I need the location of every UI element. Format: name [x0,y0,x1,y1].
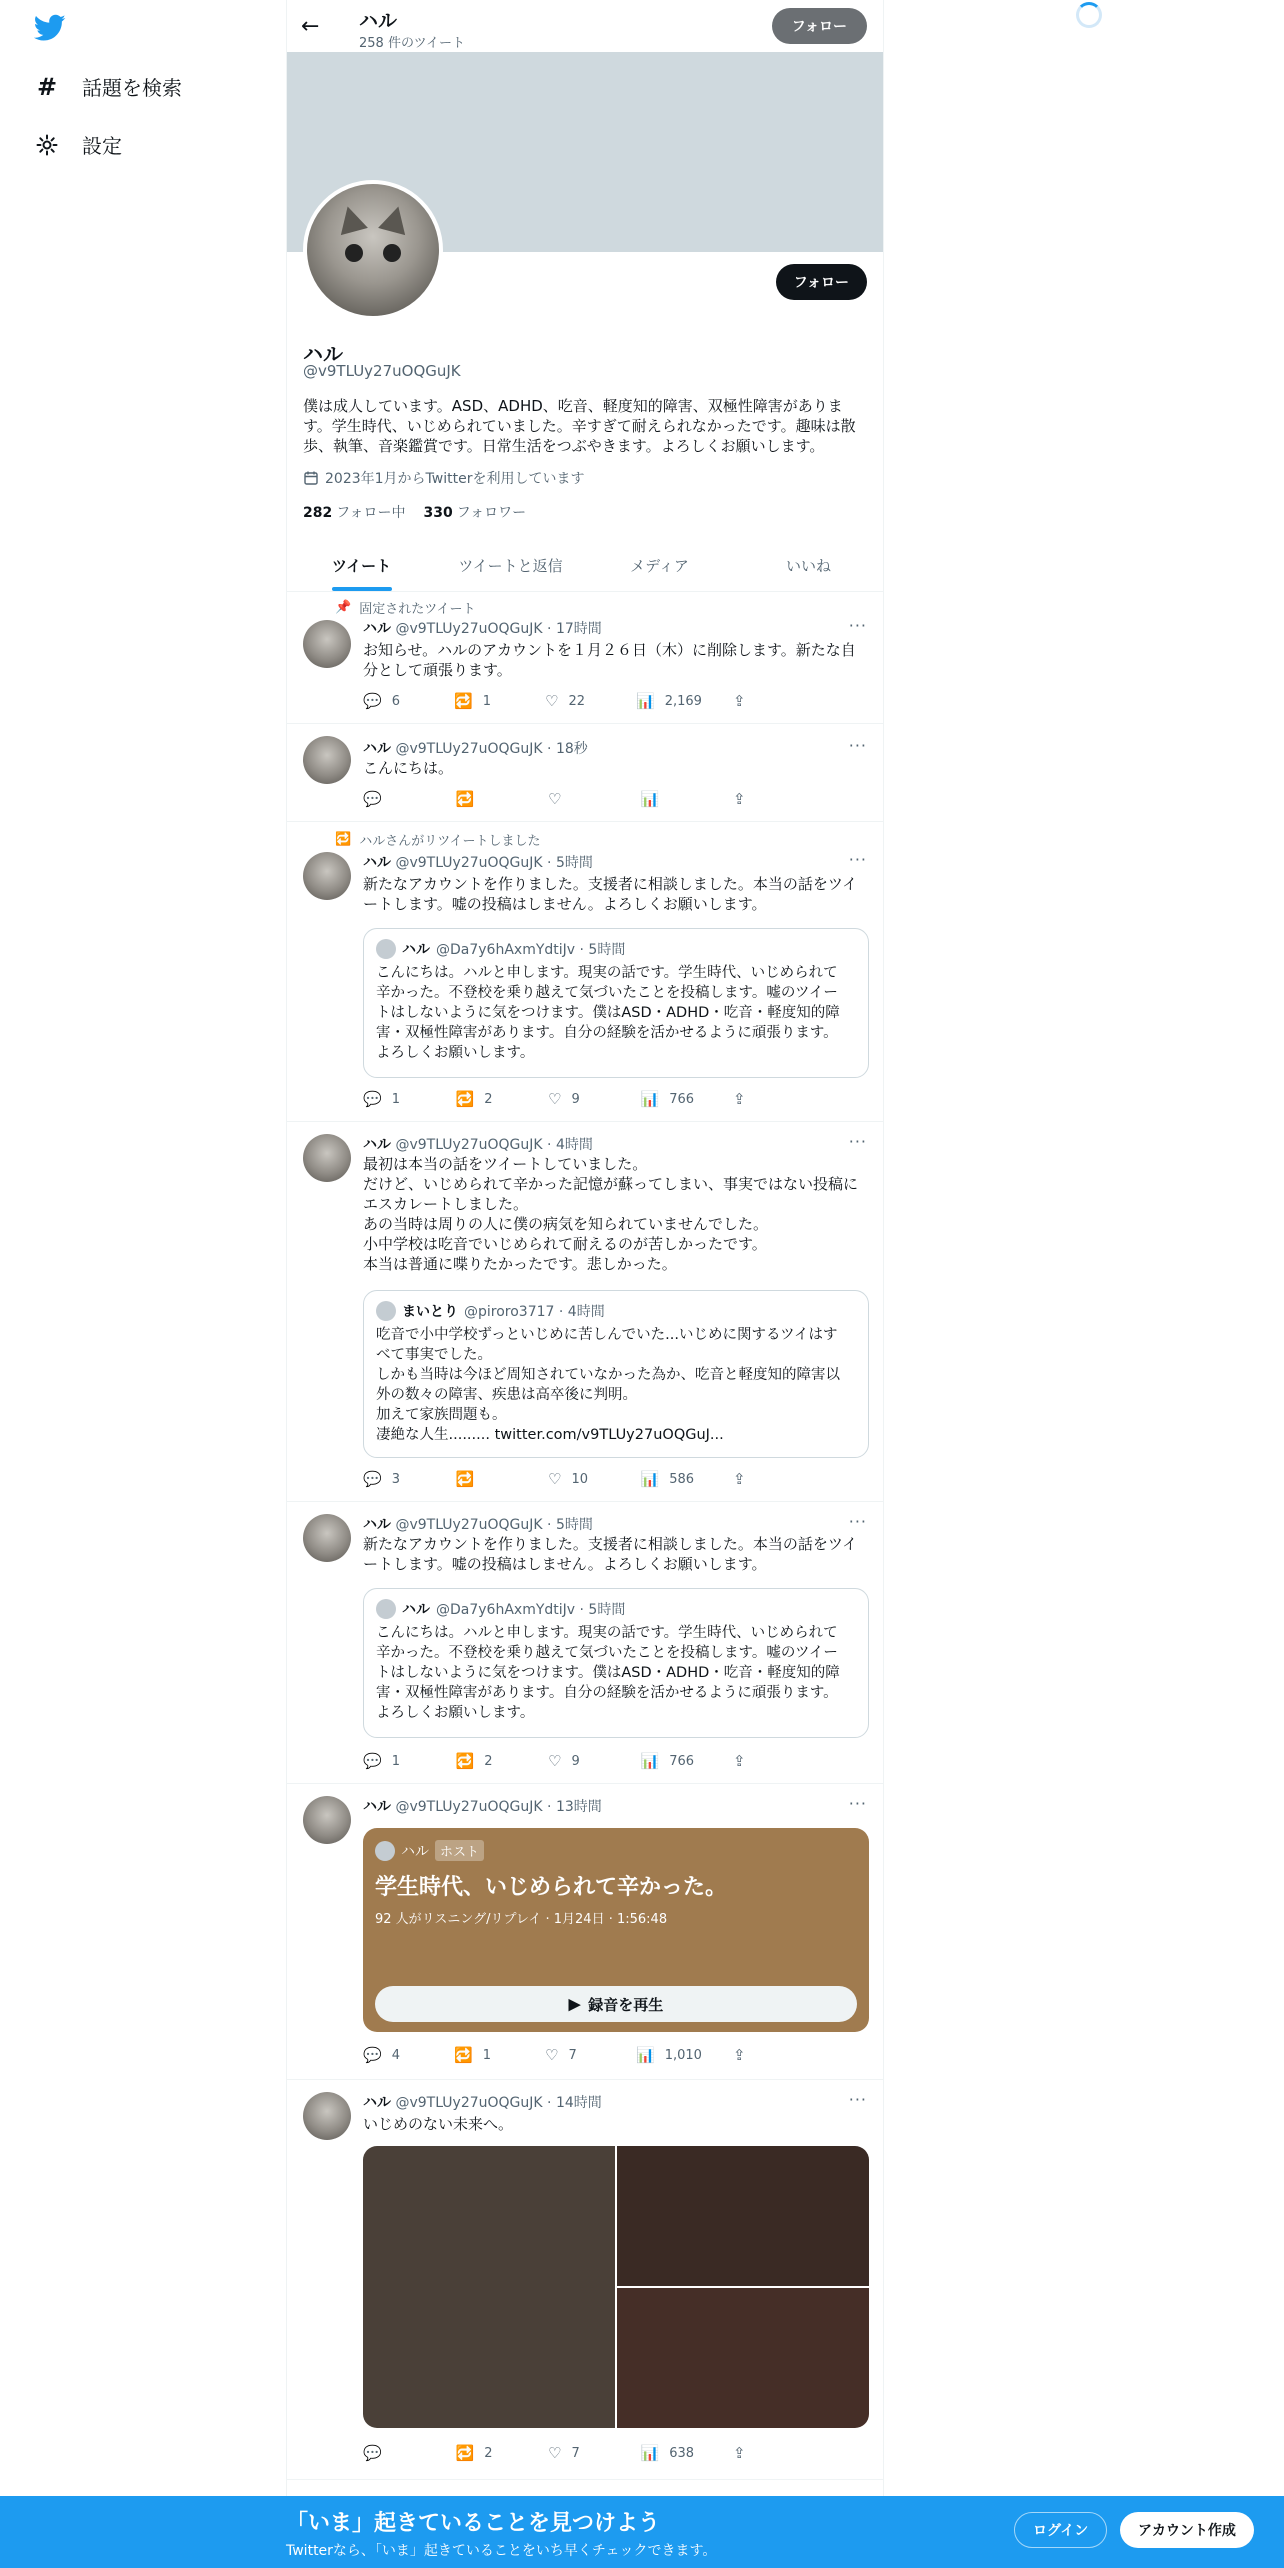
quote-text: こんにちは。ハルと申します。現実の話です。学生時代、いじめられて 辛かった。不登校を乗り越えて気づいたことを投稿します。嘘のツイー トはしないように気をつけます。僕はASD・ADHD・吃音・軽度知的障 害・双極性障害があります。自分の経験を活かせるように頑張ります。 よろしくお願いします。 [376,965,840,1061]
avatar[interactable] [303,2092,351,2140]
views-icon: 📊 [636,2046,655,2064]
views-button[interactable]: 📊 2,169 [636,692,702,710]
play-recording-button[interactable]: ▶ 録音を再生 [375,1986,857,2022]
tweet-text: 新たなアカウントを作りました。支援者に相談しました。本当の話をツイートします。嘘の投稿はしません。よろしくお願いします。 [363,1535,858,1573]
sidebar-item-explore[interactable] [34,72,182,101]
heart-icon: ♡ [548,790,562,808]
tweet-actions [363,692,793,710]
gear-icon [34,132,60,158]
tab-likes[interactable]: いいね [785,557,831,575]
more-icon[interactable]: ··· [848,2090,867,2109]
like-button[interactable]: ♡ 9 [548,1090,580,1108]
retweet-button[interactable] [456,1470,516,1488]
retweet-button[interactable]: 🔁 1 [454,692,491,710]
tab-tweets-replies[interactable]: ツイートと返信 [458,557,563,575]
more-icon[interactable]: ··· [848,736,867,755]
media-image[interactable] [617,2288,869,2428]
signup-banner-title: 「いま」起きていることを見つけよう [286,2511,661,2536]
quoted-tweet[interactable] [363,1290,869,1458]
sidebar-item-label: 話題を検索 [82,76,182,100]
profile-tabs [287,540,883,592]
heart-icon: ♡ [545,692,559,710]
share-icon: ⇪ [733,1752,746,1770]
retweet-button[interactable]: 🔁 2 [455,1090,493,1108]
tweet-header: ハル @v9TLUy27uOQGuJK · 5時間 [363,855,593,871]
retweet-icon: 🔁 [454,2046,473,2064]
reply-button[interactable]: 💬 1 [363,1752,400,1770]
tab-media[interactable]: メディア [630,557,689,575]
like-button[interactable]: ♡ 10 [548,1470,588,1488]
share-icon: ⇪ [732,692,746,710]
joined-text: 2023年1月からTwitterを利用しています [325,471,585,487]
views-button[interactable]: 📊 1,010 [636,2046,702,2064]
views-icon: 📊 [640,1752,660,1770]
reply-icon: 💬 [363,1090,382,1108]
reply-icon: 💬 [363,1470,382,1488]
views-button[interactable]: 📊 766 [640,1090,695,1108]
reply-icon: 💬 [363,790,382,808]
like-button[interactable]: ♡ 7 [545,2046,577,2064]
host-badge: ホスト [435,1840,484,1861]
pin-icon: 📌 [335,600,352,615]
views-icon: 📊 [640,790,660,808]
share-button[interactable] [733,790,793,808]
tweet-actions [363,1470,793,1488]
cat-ear-shape [334,203,368,235]
more-icon[interactable]: ··· [848,1512,867,1531]
left-sidebar [0,0,286,2568]
share-button[interactable] [733,692,793,710]
signup-button[interactable]: アカウント作成 [1120,2512,1254,2548]
views-button[interactable]: 📊 766 [640,1752,695,1770]
profile-handle: @v9TLUy27uOQGuJK [303,362,461,380]
share-button[interactable] [733,2444,793,2462]
tweet-actions [363,790,793,808]
share-button[interactable] [733,2046,793,2064]
share-icon: ⇪ [733,1090,746,1108]
avatar [375,1841,395,1861]
avatar [376,1599,396,1619]
tweet-item[interactable] [287,1122,883,1502]
media-image[interactable] [617,2146,869,2286]
tweet-header: ハル @v9TLUy27uOQGuJK · 13時間 [363,1799,602,1815]
avatar[interactable] [303,620,351,668]
retweet-icon: 🔁 [455,1470,475,1488]
heart-icon: ♡ [545,2046,559,2064]
tweet-item[interactable] [287,592,883,724]
views-button[interactable]: 📊 638 [640,2444,695,2462]
heart-icon: ♡ [548,1090,562,1108]
quote-header: まいとり @piroro3717 · 4時間 [376,1301,605,1321]
reply-button[interactable]: 💬 4 [363,2046,400,2064]
avatar[interactable] [303,1134,351,1182]
retweet-icon: 🔁 [335,832,352,847]
share-button[interactable] [733,1752,793,1770]
retweet-icon: 🔁 [455,1752,475,1770]
space-meta: 92 人がリスニング/リプレイ · 1月24日 · 1:56:48 [375,1912,668,1927]
profile-header-bar [287,0,883,52]
media-image[interactable] [363,2146,615,2428]
share-button[interactable] [733,1090,793,1108]
like-button[interactable]: ♡ 7 [548,2444,580,2462]
more-icon[interactable]: ··· [848,616,867,635]
share-icon: ⇪ [733,1470,746,1488]
tweet-header: ハル @v9TLUy27uOQGuJK · 18秒 [363,741,588,757]
retweet-icon: 🔁 [454,692,473,710]
space-title: 学生時代、いじめられて辛かった。 [375,1875,728,1900]
tab-tweets[interactable]: ツイート [287,540,436,591]
play-icon: ▶ [568,1996,581,2013]
reply-button[interactable]: 💬 1 [363,1090,400,1108]
cat-eye-shape [345,244,363,262]
views-button[interactable] [641,790,701,808]
share-button[interactable] [733,1470,793,1488]
like-button[interactable] [548,790,608,808]
tweet-text: お知らせ。ハルのアカウントを１月２６日（木）に削除します。新たな自分として頑張ります。 [363,641,856,679]
profile-column [286,0,884,2568]
loading-spinner-icon [1076,2,1102,28]
like-button[interactable]: ♡ 22 [545,692,586,710]
calendar-icon [303,470,319,486]
space-card[interactable] [363,1828,869,2032]
sidebar-item-label: 設定 [82,134,122,158]
tweet-text: 最初は本当の話をツイートしていました。 だけど、いじめられて辛かった記憶が蘇ってしまい、事実ではない投稿に エスカレートしました。 あの当時は周りの人に僕の病気を知られていませんでした。 小中学校は吃音でいじめられて耐えるのが苦しかったです。 本当は普通に喋りたかったです。悲しかった。 [363,1155,859,1273]
media-grid[interactable] [363,2146,869,2428]
quote-text: こんにちは。ハルと申します。現実の話です。学生時代、いじめられて 辛かった。不登校を乗り越えて気づいたことを投稿します。嘘のツイー トはしないように気をつけます。僕はASD・ADHD・吃音・軽度知的障 害・双極性障害があります。自分の経験を活かせるように頑張ります。 よろしくお願いします。 [376,1625,840,1721]
header-name: ハル [359,10,398,32]
back-arrow-icon[interactable]: ← [301,14,320,39]
reply-button[interactable]: 💬 6 [363,692,400,710]
profile-avatar[interactable] [303,180,443,320]
quote-header: ハル @Da7y6hAxmYdtiJv · 5時間 [376,1599,625,1619]
twitter-logo-icon[interactable] [34,14,66,42]
profile-bio: 僕は成人しています。ASD、ADHD、吃音、軽度知的障害、双極性障害があります。学生時代、いじめられていました。辛すぎて耐えられなかったです。趣味は散歩、執筆、音楽鑑賞です。日常生活をつぶやきます。よろしくお願いします。 [303,397,856,455]
share-icon: ⇪ [732,2046,746,2064]
profile-name: ハル [303,342,343,366]
heart-icon: ♡ [548,1752,562,1770]
tweet-text: こんにちは。 [363,759,454,777]
views-icon: 📊 [640,2444,660,2462]
profile-stats [303,502,526,522]
retweet-icon: 🔁 [455,790,475,808]
avatar[interactable] [303,1514,351,1562]
tweet-item[interactable] [287,822,883,1122]
avatar[interactable] [303,736,351,784]
retweet-button[interactable]: 🔁 2 [455,2444,493,2462]
login-button[interactable]: ログイン [1014,2512,1107,2548]
retweet-icon: 🔁 [455,2444,475,2462]
tweet-text: 新たなアカウントを作りました。支援者に相談しました。本当の話をツイートします。嘘の投稿はしません。よろしくお願いします。 [363,875,858,913]
tweet-actions [363,2046,793,2064]
pinned-indicator: 📌 固定されたツイート [335,600,476,617]
share-icon: ⇪ [733,790,746,808]
reply-button[interactable] [363,2444,423,2462]
quote-text: 吃音で小中学校ずっといじめに苦しんでいた...いじめに関するツイはす べて事実でした。 しかも当時は今ほど周知されていなかった為か、吃音と軽度知的障害以 外の数々の障害、疾患は高卒後に判明。 加えて家族問題も。 凄絶な人生......... twitter.com/v9TLUy27uOQGuJ... [376,1327,840,1443]
avatar [376,1301,396,1321]
tweet-header: ハル @v9TLUy27uOQGuJK · 4時間 [363,1137,593,1153]
retweet-button[interactable]: 🔁 2 [455,1752,493,1770]
profile-joined [303,468,584,488]
header-follow-button[interactable]: フォロー [772,8,867,44]
share-icon: ⇪ [733,2444,746,2462]
tweet-actions [363,2444,793,2462]
views-icon: 📊 [636,692,655,710]
avatar[interactable] [303,852,351,900]
following-link[interactable]: 282 フォロー中 [303,505,406,521]
header-tweet-count: 258 件のツイート [359,36,466,51]
quoted-tweet[interactable] [363,928,869,1078]
tweet-item[interactable] [287,1502,883,1784]
tweet-header: ハル @v9TLUy27uOQGuJK · 5時間 [363,1517,593,1533]
reply-icon: 💬 [363,2046,382,2064]
views-button[interactable]: 📊 586 [640,1470,695,1488]
quote-header: ハル @Da7y6hAxmYdtiJv · 5時間 [376,939,625,959]
cat-eye-shape [383,244,401,262]
more-icon[interactable]: ··· [848,850,867,869]
quoted-tweet[interactable] [363,1588,869,1738]
tweet-item[interactable] [287,2080,883,2480]
tweet-actions [363,1752,793,1770]
sidebar-item-settings[interactable] [34,130,122,159]
tweet-actions [363,1090,793,1108]
more-icon[interactable]: ··· [848,1132,867,1151]
views-icon: 📊 [640,1470,660,1488]
tweet-item[interactable] [287,724,883,822]
reply-icon: 💬 [363,2444,382,2462]
retweet-button[interactable]: 🔁 1 [454,2046,491,2064]
like-button[interactable]: ♡ 9 [548,1752,580,1770]
reply-icon: 💬 [363,692,382,710]
hashtag-icon: # [36,72,58,101]
tweet-header: ハル @v9TLUy27uOQGuJK · 17時間 [363,621,602,637]
space-host: ハル ホスト [375,1840,484,1861]
signup-banner [0,2496,1284,2568]
tweet-text: いじめのない未来へ。 [363,2115,514,2133]
signup-banner-subtitle: Twitterなら、「いま」起きていることをいち早くチェックできます。 [286,2543,717,2559]
heart-icon: ♡ [548,1470,562,1488]
tweet-header: ハル @v9TLUy27uOQGuJK · 14時間 [363,2095,602,2111]
avatar[interactable] [303,1796,351,1844]
tweet-item[interactable] [287,1784,883,2080]
more-icon[interactable]: ··· [848,1794,867,1813]
reply-icon: 💬 [363,1752,382,1770]
follow-button[interactable]: フォロー [776,264,867,300]
retweet-indicator: 🔁 ハルさんがリツイートしました [335,832,541,849]
views-icon: 📊 [640,1090,660,1108]
retweet-button[interactable] [456,790,516,808]
heart-icon: ♡ [548,2444,562,2462]
retweet-icon: 🔁 [455,1090,475,1108]
avatar [376,939,396,959]
cat-ear-shape [378,203,412,235]
reply-button[interactable] [363,790,423,808]
reply-button[interactable]: 💬 3 [363,1470,400,1488]
followers-link[interactable]: 330 フォロワー [423,505,527,521]
